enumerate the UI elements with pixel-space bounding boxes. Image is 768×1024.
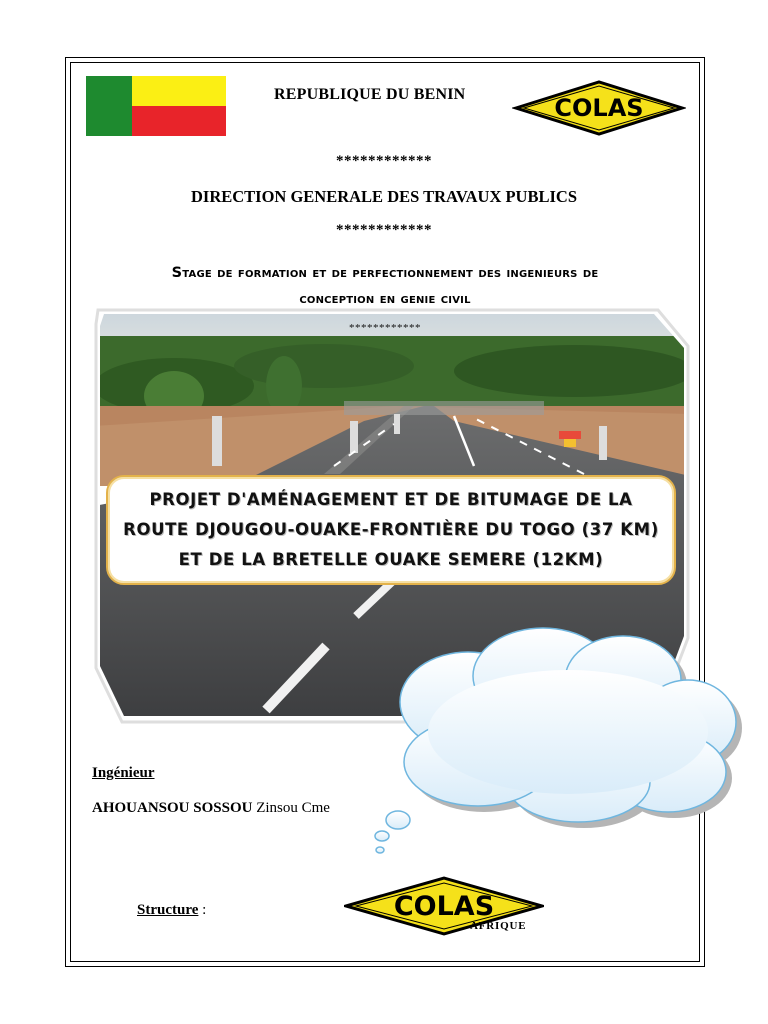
separator-stars: ************ bbox=[336, 153, 432, 169]
project-title-line1: PROJET D'AMÉNAGEMENT ET DE BITUMAGE DE LA bbox=[149, 490, 633, 509]
structure-line bbox=[137, 902, 206, 919]
engineer-name bbox=[92, 800, 330, 817]
direction-title: DIRECTION GENERALE DES TRAVAUX PUBLICS bbox=[190, 187, 578, 206]
afrique-label: AFRIQUE bbox=[470, 920, 527, 932]
colas-logo-bottom-text: COLAS bbox=[393, 891, 495, 922]
project-title-line2: ROUTE DJOUGOU-OUAKE-FRONTIÈRE DU TOGO (37 KM) bbox=[123, 520, 659, 539]
project-title-line3: ET DE LA BRETELLE OUAKE SEMERE (12KM) bbox=[178, 550, 604, 569]
colas-logo-top-text: COLAS bbox=[554, 94, 644, 122]
engineer-given-end: me bbox=[311, 800, 330, 816]
flag-green-band bbox=[86, 76, 132, 136]
country-title: REPUBLIQUE DU BENIN bbox=[274, 86, 466, 103]
thought-cloud bbox=[368, 622, 748, 860]
structure-label: Structure bbox=[137, 902, 199, 918]
engineer-given: Zinsou C bbox=[256, 800, 312, 816]
separator-stars: ************ bbox=[336, 222, 432, 238]
stage-title bbox=[85, 260, 685, 312]
stage-title-line1: Stage de formation et de perfectionnement des ingenieurs de bbox=[171, 265, 599, 281]
engineer-surname: AHOUANSOU SOSSOU bbox=[92, 800, 253, 816]
flag-yellow-band bbox=[132, 76, 226, 106]
photo-stars: ************ bbox=[349, 322, 421, 334]
flag-red-band bbox=[132, 106, 226, 136]
structure-colon: : bbox=[198, 902, 207, 918]
stage-title-line2: conception en genie civil bbox=[299, 291, 471, 307]
engineer-label: Ingénieur bbox=[92, 765, 155, 781]
benin-flag bbox=[86, 76, 226, 136]
project-title bbox=[106, 485, 676, 575]
colas-logo-top bbox=[512, 80, 686, 136]
